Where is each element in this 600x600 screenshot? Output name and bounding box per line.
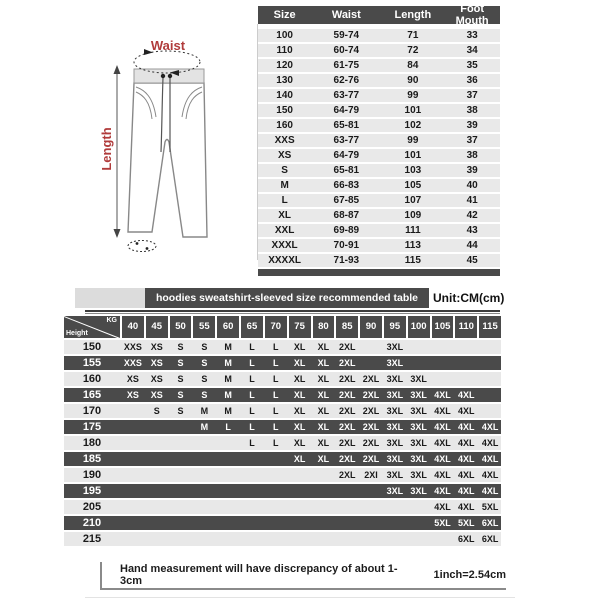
size-table-body	[258, 29, 500, 267]
size-value-cell: 3XL	[410, 486, 427, 496]
size-table-row	[258, 149, 500, 162]
size-table-row	[258, 59, 500, 72]
size-table-cell: 39	[466, 120, 478, 131]
size-table-cell: 111	[405, 225, 421, 236]
height-label: 215	[82, 533, 102, 545]
weight-header-cell: 70	[265, 316, 287, 338]
size-table-cell: 62-76	[333, 75, 360, 86]
size-table-cell: 113	[404, 240, 421, 251]
weight-header-cell: 45	[146, 316, 168, 338]
size-value-cell: M	[224, 406, 232, 416]
size-value-cell: 5XL	[458, 518, 475, 528]
height-label: 180	[82, 437, 102, 449]
size-value-cell: 2XI	[364, 470, 378, 480]
size-table-row	[258, 134, 500, 147]
size-table-cell: 84	[407, 60, 419, 71]
size-value-cell: XL	[317, 374, 330, 384]
size-table-header-cell: Waist	[331, 9, 361, 21]
size-table-cell: M	[280, 180, 289, 191]
size-value-cell: L	[273, 422, 279, 432]
size-table-cell: 43	[466, 225, 478, 236]
size-table-cell: 140	[276, 90, 293, 101]
size-value-cell: XL	[317, 454, 330, 464]
size-table-cell: 99	[407, 90, 419, 101]
size-table-cell: 67-85	[333, 195, 360, 206]
size-value-cell: 2XL	[338, 422, 356, 432]
size-table-cell: 102	[404, 120, 422, 131]
size-table-cell: 34	[466, 45, 478, 56]
size-value-cell: 4XL	[458, 486, 475, 496]
size-table-row	[258, 179, 500, 192]
size-table-cell: 41	[466, 195, 478, 206]
size-value-cell: XXS	[123, 358, 142, 368]
recommend-row-170	[64, 404, 501, 418]
recommend-table-header-row	[64, 316, 501, 338]
size-value-cell: XL	[293, 422, 306, 432]
size-value-cell: S	[177, 342, 184, 352]
weight-header-cell: 75	[289, 316, 311, 338]
size-table-bottom-bar	[258, 269, 500, 276]
size-value-cell: XL	[317, 358, 330, 368]
height-label: 195	[82, 485, 102, 497]
size-table-header-cell: Foot Mouth	[455, 3, 489, 27]
size-table-cell: 45	[466, 255, 478, 266]
size-table-cell: XXS	[274, 135, 295, 146]
size-value-cell: 3XL	[386, 390, 404, 400]
size-value-cell: 3XL	[386, 438, 404, 448]
size-value-cell: L	[273, 342, 279, 352]
size-value-cell: 4XL	[434, 438, 451, 448]
recommend-row-180	[64, 436, 501, 450]
size-table-row	[258, 164, 500, 177]
size-table-cell: 59-74	[333, 30, 360, 41]
size-table-cell: 115	[404, 255, 421, 266]
size-table-header-cell: Length	[394, 9, 432, 21]
size-value-cell: XS	[150, 374, 163, 384]
size-table-row	[258, 239, 500, 252]
height-label: 155	[82, 357, 102, 369]
size-value-cell: 3XL	[410, 422, 427, 432]
size-value-cell: XL	[317, 390, 330, 400]
size-value-cell: XL	[293, 390, 306, 400]
size-value-cell: 5XL	[434, 518, 451, 528]
size-table-row	[258, 254, 500, 267]
size-value-cell: XXS	[123, 342, 142, 352]
size-value-cell: 2XL	[338, 470, 356, 480]
size-value-cell: S	[177, 358, 184, 368]
weight-header-cell: 95	[384, 316, 406, 338]
unit-label: Unit:CM(cm)	[433, 291, 505, 305]
size-table-cell: 42	[466, 210, 478, 221]
size-value-cell: XS	[150, 342, 163, 352]
size-table-cell: 38	[466, 150, 478, 161]
size-value-cell: S	[177, 374, 184, 384]
size-value-cell: L	[273, 406, 279, 416]
recommend-row-160	[64, 372, 501, 386]
bottom-edge-line	[85, 597, 515, 598]
size-table-cell: 110	[276, 45, 293, 56]
size-value-cell: 3XL	[410, 390, 427, 400]
size-table-cell: 103	[404, 165, 422, 176]
weight-header-cell: 55	[193, 316, 215, 338]
size-table-row	[258, 104, 500, 117]
size-value-cell: 2XL	[338, 374, 356, 384]
size-value-cell: XS	[126, 390, 139, 400]
corner-cell	[64, 316, 120, 338]
size-value-cell: L	[249, 438, 255, 448]
recommend-row-215	[64, 532, 501, 546]
size-value-cell: XL	[293, 438, 306, 448]
length-arrow-icon	[114, 65, 121, 238]
size-value-cell: S	[177, 390, 184, 400]
size-value-cell: 3XL	[386, 374, 404, 384]
size-value-cell: XL	[293, 454, 306, 464]
size-value-cell: L	[249, 342, 255, 352]
size-value-cell: XL	[293, 374, 306, 384]
size-value-cell: 4XL	[481, 422, 499, 432]
size-table-row	[258, 119, 500, 132]
size-value-cell: 4XL	[458, 470, 475, 480]
title-lead-bar	[75, 288, 145, 308]
recommend-row-155	[64, 356, 501, 370]
size-value-cell: 3XL	[386, 486, 404, 496]
size-table-cell: XXL	[274, 225, 295, 236]
height-label: 205	[82, 501, 102, 513]
size-value-cell: 2XL	[338, 342, 356, 352]
size-table-cell: 99	[407, 135, 419, 146]
size-value-cell: 6XL	[481, 534, 499, 544]
size-value-cell: XL	[317, 438, 330, 448]
size-value-cell: M	[224, 374, 232, 384]
size-value-cell: S	[201, 342, 208, 352]
size-value-cell: L	[249, 390, 255, 400]
size-value-cell: 4XL	[434, 486, 451, 496]
size-value-cell: M	[224, 390, 232, 400]
size-table-cell: 69-89	[333, 225, 360, 236]
size-value-cell: 4XL	[434, 470, 451, 480]
size-value-cell: 2XL	[362, 438, 380, 448]
size-value-cell: L	[249, 374, 255, 384]
length-label: Length	[99, 127, 114, 171]
height-label: 185	[82, 453, 102, 465]
size-value-cell: XS	[150, 390, 163, 400]
size-value-cell: 2XL	[362, 454, 380, 464]
size-value-cell: 4XL	[481, 454, 499, 464]
size-value-cell: 4XL	[458, 438, 475, 448]
size-value-cell: XL	[293, 358, 306, 368]
size-value-cell: M	[200, 422, 209, 432]
size-table-cell: XXXXL	[268, 255, 302, 266]
pants-outline	[128, 83, 207, 237]
size-value-cell: 2XL	[338, 438, 356, 448]
weight-header-cell: 110	[455, 316, 477, 338]
size-value-cell: 4XL	[434, 422, 451, 432]
size-value-cell: 4XL	[481, 470, 499, 480]
weight-header-cell: 50	[170, 316, 192, 338]
size-table-header-row	[258, 3, 500, 27]
size-value-cell: 4XL	[434, 502, 451, 512]
size-value-cell: XL	[293, 406, 306, 416]
size-table-cell: 160	[276, 120, 293, 131]
height-label: 175	[82, 421, 102, 433]
waist-label: Waist	[150, 38, 186, 53]
weight-header-cell: 80	[313, 316, 335, 338]
size-table-cell: 37	[466, 90, 478, 101]
size-table-cell: 61-75	[333, 60, 360, 71]
recommend-row-195	[64, 484, 501, 498]
size-value-cell: 3XL	[410, 470, 427, 480]
size-table-cell: 38	[466, 105, 478, 116]
size-value-cell: 6XL	[481, 518, 499, 528]
size-table-row	[258, 74, 500, 87]
weight-header-cell: 115	[479, 316, 501, 338]
inch-conversion: 1inch=2.54cm	[433, 569, 506, 581]
weight-header-cell: 105	[432, 316, 454, 338]
recommend-row-210	[64, 516, 501, 530]
size-value-cell: L	[273, 374, 279, 384]
weight-header-cell: 100	[408, 316, 430, 338]
recommend-row-150	[64, 340, 501, 354]
size-table-cell: 39	[466, 165, 478, 176]
height-label: 150	[82, 341, 102, 353]
size-table-cell: 36	[466, 75, 478, 86]
size-value-cell: 2XL	[362, 390, 380, 400]
weight-header-cell: 85	[336, 316, 358, 338]
size-value-cell: 3XL	[410, 406, 427, 416]
size-table-cell: 120	[276, 60, 293, 71]
size-table-cell: 64-79	[333, 105, 360, 116]
weight-header-cell: 90	[360, 316, 382, 338]
size-value-cell: S	[177, 406, 184, 416]
recommend-row-190	[64, 468, 501, 482]
size-value-cell: S	[153, 406, 160, 416]
size-table-cell: 71-93	[333, 255, 360, 266]
size-value-cell: 4XL	[481, 486, 499, 496]
corner-kg-label: KG	[106, 317, 117, 324]
size-value-cell: 5XL	[481, 502, 499, 512]
title-underline	[85, 310, 500, 314]
height-label: 190	[82, 469, 102, 481]
size-table-cell: 150	[276, 105, 293, 116]
recommend-row-165	[64, 388, 501, 402]
size-value-cell: 4XL	[434, 390, 451, 400]
size-table-row	[258, 194, 500, 207]
size-value-cell: M	[224, 358, 232, 368]
size-table-row	[258, 89, 500, 102]
corner-height-label: Height	[66, 330, 88, 337]
size-table-cell: 109	[404, 210, 422, 221]
size-value-cell: 3XL	[386, 422, 404, 432]
size-table-cell: XS	[277, 150, 292, 161]
size-table-cell: 35	[466, 60, 478, 71]
size-table-cell: 105	[404, 180, 422, 191]
size-table-cell: 100	[276, 30, 293, 41]
size-value-cell: 4XL	[458, 454, 475, 464]
size-table-cell: 60-74	[333, 45, 360, 56]
size-table-cell: 40	[466, 180, 478, 191]
size-value-cell: 4XL	[458, 390, 475, 400]
size-table-cell: XL	[278, 210, 291, 221]
size-table-cell: 63-77	[333, 90, 360, 101]
size-value-cell: M	[200, 406, 209, 416]
recommend-row-175	[64, 420, 501, 434]
size-value-cell: M	[224, 342, 232, 352]
size-value-cell: 2XL	[362, 422, 380, 432]
size-value-cell: S	[201, 390, 208, 400]
size-table-cell: S	[281, 165, 288, 176]
height-label: 165	[82, 389, 102, 401]
pants-drawing-icon	[60, 20, 260, 265]
footnote-text: Hand measurement will have discrepancy of about 1-3cm	[120, 563, 398, 587]
size-value-cell: XL	[317, 406, 330, 416]
size-value-cell: 2XL	[338, 454, 356, 464]
footnote	[100, 562, 506, 590]
size-value-cell: 3XL	[386, 454, 404, 464]
size-table-row	[258, 209, 500, 222]
recommend-table-body	[64, 340, 501, 546]
size-table-cell: 33	[466, 30, 478, 41]
size-value-cell: L	[273, 390, 279, 400]
weight-header-cell: 65	[241, 316, 263, 338]
size-table-cell: 130	[276, 75, 293, 86]
size-table-cell: 101	[404, 150, 422, 161]
size-value-cell: 6XL	[458, 534, 475, 544]
recommend-row-185	[64, 452, 501, 466]
size-table-cell: 65-81	[333, 165, 360, 176]
size-table-cell: 44	[466, 240, 478, 251]
size-value-cell: XS	[126, 374, 139, 384]
size-table-cell: 71	[407, 30, 419, 41]
size-value-cell: XS	[150, 358, 163, 368]
size-table-cell: 37	[466, 135, 478, 146]
foot-mouth-ellipse-icon	[128, 241, 156, 252]
size-value-cell: 2XL	[362, 406, 380, 416]
size-value-cell: 2XL	[338, 406, 356, 416]
size-table-cell: 68-87	[333, 210, 360, 221]
weight-header-cell: 60	[217, 316, 239, 338]
weight-header-cell: 40	[122, 316, 144, 338]
size-value-cell: XL	[293, 342, 306, 352]
size-value-cell: 3XL	[386, 358, 404, 368]
height-label: 170	[82, 405, 102, 417]
size-value-cell: 4XL	[458, 406, 475, 416]
recommend-table	[64, 316, 501, 546]
size-value-cell: L	[225, 422, 231, 432]
size-value-cell: XL	[317, 422, 330, 432]
size-value-cell: 2XL	[338, 358, 356, 368]
size-value-cell: 3XL	[386, 342, 404, 352]
size-table-row	[258, 44, 500, 57]
size-value-cell: L	[249, 422, 255, 432]
size-value-cell: L	[273, 438, 279, 448]
size-table-cell: L	[281, 195, 288, 206]
size-value-cell: S	[201, 358, 208, 368]
size-value-cell: 2XL	[338, 390, 356, 400]
pants-size-table	[258, 3, 500, 276]
size-value-cell: 4XL	[458, 422, 475, 432]
size-table-cell: 65-81	[333, 120, 360, 131]
size-table-row	[258, 224, 500, 237]
height-label: 210	[82, 517, 102, 529]
recommend-table-title: hoodies sweatshirt-sleeved size recommended table	[145, 288, 429, 308]
size-table-cell: 90	[407, 75, 419, 86]
recommend-row-205	[64, 500, 501, 514]
size-value-cell: 3XL	[410, 454, 427, 464]
size-value-cell: S	[201, 374, 208, 384]
size-value-cell: 3XL	[386, 470, 404, 480]
size-table-header-cell: Size	[273, 9, 296, 21]
size-value-cell: 4XL	[434, 454, 451, 464]
size-table-cell: 66-83	[333, 180, 360, 191]
pants-diagram	[60, 20, 260, 265]
size-value-cell: 4XL	[458, 502, 475, 512]
size-value-cell: L	[273, 358, 279, 368]
size-value-cell: 3XL	[410, 438, 427, 448]
size-value-cell: 2XL	[362, 374, 380, 384]
size-table-cell: 72	[407, 45, 419, 56]
size-value-cell: 4XL	[481, 438, 499, 448]
size-value-cell: 3XL	[386, 406, 404, 416]
size-value-cell: L	[249, 358, 255, 368]
size-table-row	[258, 29, 500, 42]
size-value-cell: XL	[317, 342, 330, 352]
size-table-cell: 63-77	[333, 135, 360, 146]
size-table-cell: 70-91	[333, 240, 360, 251]
size-value-cell: 4XL	[434, 406, 451, 416]
size-table-cell: XXXL	[271, 240, 298, 251]
height-label: 160	[82, 373, 102, 385]
size-value-cell: 3XL	[410, 374, 427, 384]
size-table-cell: 101	[404, 105, 422, 116]
size-value-cell: L	[249, 406, 255, 416]
size-table-cell: 107	[404, 195, 422, 206]
size-table-cell: 64-79	[333, 150, 360, 161]
